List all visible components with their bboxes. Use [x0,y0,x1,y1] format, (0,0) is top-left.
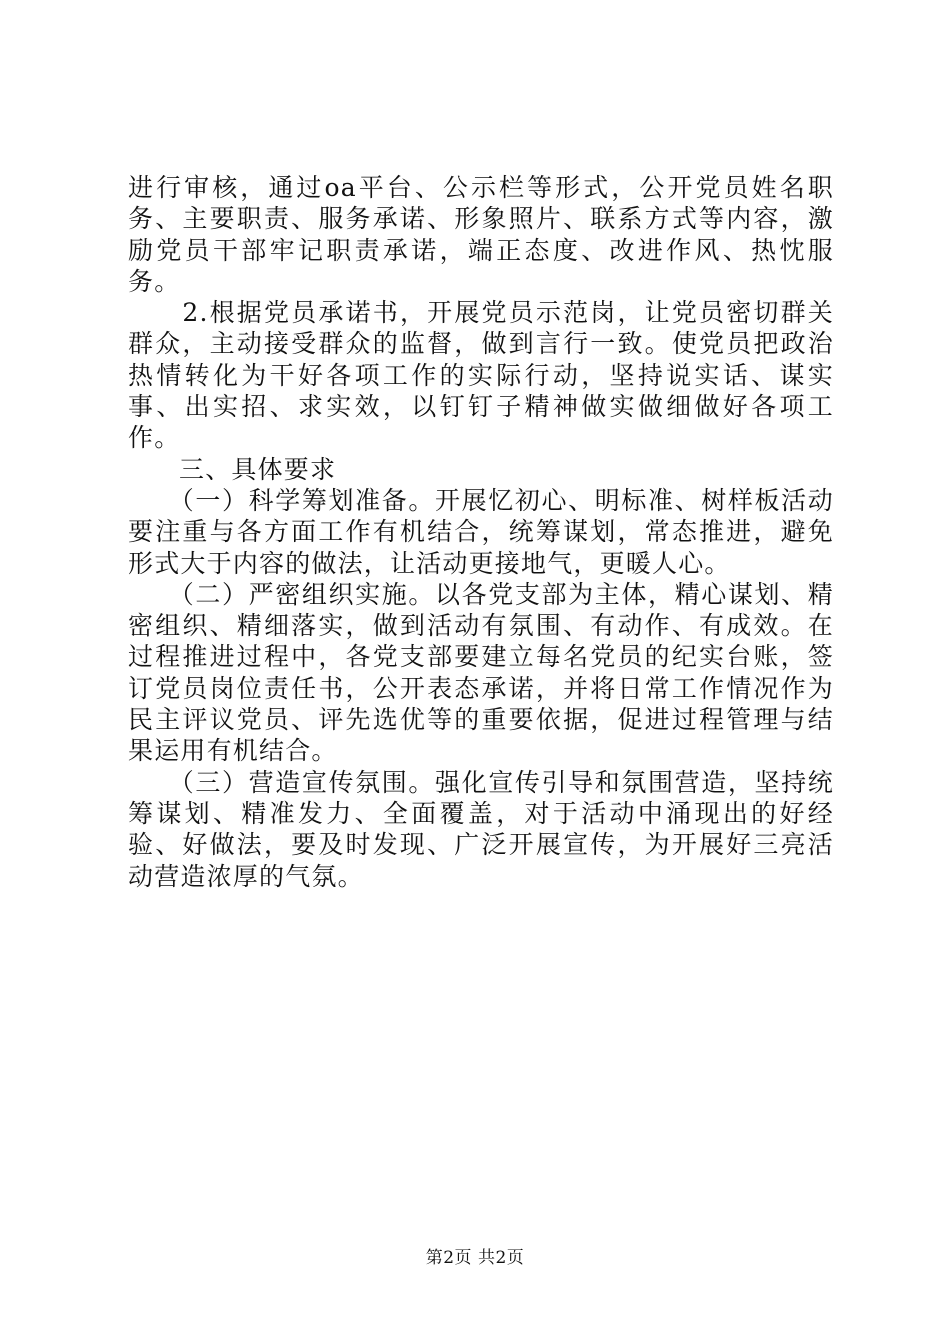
document-body [128,172,834,892]
paragraph-requirement-2: （二）严密组织实施。以各党支部为主体，精心谋划、精密组织、精细落实，做到活动有氛围、有动作、有成效。在过程推进过程中，各党支部要建立每名党员的纪实台账，签订党员岗位责任书，公开表态承诺，并将日常工作情况作为民主评议党员、评先选优等的重要依据，促进过程管理与结果运用有机结合。 [128,579,834,766]
section-heading: 三、具体要求 [179,454,337,484]
page-number-footer: 第2页 共2页 [425,1248,525,1268]
paragraph-requirement-1: （一）科学筹划准备。开展忆初心、明标准、树样板活动要注重与各方面工作有机结合，统筹谋划，常态推进，避免形式大于内容的做法，让活动更接地气，更暖人心。 [128,485,834,578]
paragraph-requirement-3: （三）营造宣传氛围。强化宣传引导和氛围营造，坚持统筹谋划、精准发力、全面覆盖，对于活动中涌现出的好经验、好做法，要及时发现、广泛开展宣传，为开展好三亮活动营造浓厚的气氛。 [128,767,834,891]
paragraph-item-2: 2.根据党员承诺书，开展党员示范岗，让党员密切群关群众，主动接受群众的监督，做到言行一致。使党员把政治热情转化为干好各项工作的实际行动，坚持说实话、谋实事、出实招、求实效，以钉钉子精神做实做细做好各项工作。 [128,298,834,453]
paragraph-continuation: 进行审核，通过oa平台、公示栏等形式，公开党员姓名职务、主要职责、服务承诺、形象照片、联系方式等内容，激励党员干部牢记职责承诺，端正态度、改进作风、热忱服务。 [128,173,834,296]
